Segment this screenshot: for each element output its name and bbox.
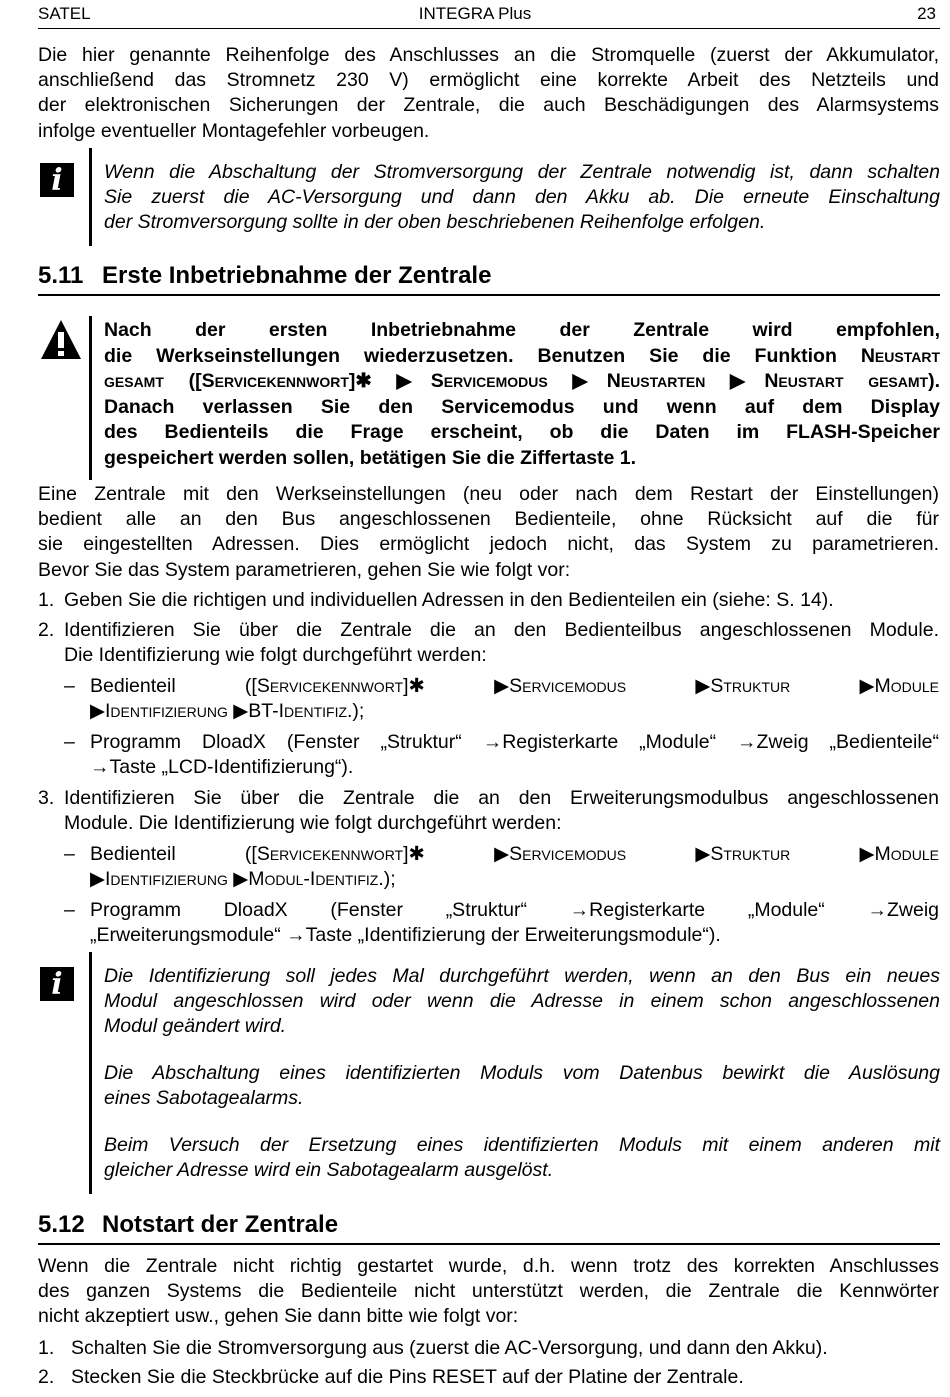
text-line: Bevor Sie das System parametrieren, gehen Sie wie folgt vor:: [38, 558, 571, 581]
section-number: 5.11: [38, 262, 84, 289]
text-line: des Bedienteils die Frage erscheint, ob die Daten im FLASH-Speicher: [104, 421, 940, 443]
header-product: INTEGRA Plus: [418, 4, 532, 23]
text-line: Geben Sie die richtigen und individuellen Adressen in den Bedienteilen ein (siehe: S. 14).: [64, 589, 834, 611]
text-line: des ganzen Systems die Bedienteile nicht unterstützt werden, die Zentrale die Kennwörter: [38, 1280, 939, 1303]
list-item: [64, 618, 939, 668]
list-number: 1.: [38, 1337, 55, 1359]
list-number: 2.: [38, 619, 55, 641]
text-line: Wenn die Zentrale nicht richtig gestartet wurde, d.h. wenn trotz des korrekten Anschlusses: [38, 1255, 939, 1277]
text-line: infolge eventueller Montagefehler vorbeugen.: [38, 119, 430, 142]
list-item: [64, 588, 939, 613]
text-line: Module. Die Identifizierung wie folgt durchgeführt werden:: [64, 812, 562, 835]
paragraph-3: [38, 1254, 939, 1330]
dash-bullet: –: [64, 675, 75, 697]
text-line: gesamt ([Servicekennwort]✱ ▶Servicemodus ▶Neustarten ▶Neustart gesamt).: [104, 370, 941, 392]
text-line: Danach verlassen Sie den Servicemodus und wenn auf dem Display: [104, 395, 940, 418]
text-line: nicht akzeptiert usw., gehen Sie dann bitte wie folgt vor:: [38, 1305, 519, 1328]
list-item: [64, 786, 939, 836]
warning-icon: [40, 318, 82, 360]
text-line: Modul geändert wird.: [104, 1015, 287, 1038]
note-2-p3: [104, 1133, 940, 1183]
text-line: anschließend das Stromnetz 230 V) ermöglicht eine korrekte Arbeit des Netzteils und: [38, 69, 939, 92]
section-number: 5.12: [38, 1211, 85, 1238]
text-line: Modul angeschlossen wird oder wenn die Adresse in einem schon angeschlossenen: [104, 990, 940, 1013]
text-line: Die hier genannte Reihenfolge des Anschlusses an die Stromquelle (zuerst der Akkumulator,: [38, 44, 939, 66]
header-brand: SATEL: [38, 4, 91, 23]
section-rule: [38, 294, 940, 296]
text-line: der Stromversorgung sollte in der oben beschriebenen Reihenfolge erfolgen.: [104, 211, 766, 234]
note-2: [104, 964, 940, 1040]
text-line: ▶Identifizierung ▶Modul-Identifiz.);: [90, 868, 396, 891]
section-rule: [38, 1243, 940, 1245]
sub-item: [90, 898, 939, 948]
warning-text: [104, 318, 940, 471]
text-line: Sie zuerst die AC-Versorgung und dann den Akku ab. Die erneute Einschaltung: [104, 186, 940, 209]
text-line: Bedienteil ([Servicekennwort]✱ ▶Servicemodus ▶Struktur ▶Module: [90, 675, 939, 697]
text-line: bedient alle an den Bus angeschlossenen Bedienteile, ohne Rücksicht auf die für: [38, 508, 939, 531]
note-1: [104, 160, 940, 236]
text-line: Die Abschaltung eines identifizierten Moduls vom Datenbus bewirkt die Auslösung: [104, 1062, 940, 1084]
text-line: Bedienteil ([Servicekennwort]✱ ▶Servicemodus ▶Struktur ▶Module: [90, 843, 939, 865]
list-number: 2.: [38, 1366, 55, 1388]
page-number: 23: [917, 4, 936, 23]
text-line: ▶Identifizierung ▶BT-Identifiz.);: [90, 700, 365, 723]
list-item: Stecken Sie die Steckbrücke auf die Pins RESET auf der Platine der Zentrale.: [71, 1366, 744, 1388]
warning-bar: [89, 316, 92, 480]
text-line: Eine Zentrale mit den Werkseinstellungen (neu oder nach dem Restart der Einstellungen): [38, 483, 939, 505]
text-line: →Taste „LCD-Identifizierung“).: [90, 756, 354, 779]
section-heading-5-12: [38, 1211, 338, 1239]
text-line: Wenn die Abschaltung der Stromversorgung der Zentrale notwendig ist, dann schalten: [104, 161, 940, 183]
text-line: die Werkseinstellungen wiederzusetzen. Benutzen Sie die Funktion Neustart: [104, 344, 940, 367]
text-line: „Erweiterungsmodule“ →Taste „Identifizierung der Erweiterungsmodule“).: [90, 924, 721, 947]
dash-bullet: –: [64, 731, 75, 753]
info-icon: i: [40, 967, 74, 1001]
text-line: Identifizieren Sie über die Zentrale die an den Erweiterungsmodulbus angeschlossenen: [64, 787, 939, 809]
section-title: Erste Inbetriebnahme der Zentrale: [102, 262, 492, 289]
sub-item: [90, 842, 939, 892]
intro-paragraph: [38, 43, 939, 144]
list-number: 1.: [38, 589, 55, 611]
section-heading-5-11: [38, 262, 491, 290]
text-line: Nach der ersten Inbetriebnahme der Zentrale wird empfohlen,: [104, 319, 940, 341]
dash-bullet: –: [64, 843, 75, 865]
text-line: eines Sabotagealarms.: [104, 1087, 304, 1110]
info-icon: i: [40, 163, 74, 197]
note-bar: [89, 148, 92, 246]
text-line: Programm DloadX (Fenster „Struktur“ →Registerkarte „Module“ →Zweig: [90, 899, 939, 921]
list-number: 3.: [38, 787, 55, 809]
list-item: Schalten Sie die Stromversorgung aus (zuerst die AC-Versorgung, und dann den Akku).: [71, 1337, 828, 1359]
text-line: gleicher Adresse wird ein Sabotagealarm ausgelöst.: [104, 1159, 554, 1182]
sub-item: [90, 674, 939, 724]
header-rule: [38, 28, 940, 29]
text-line: sie eingestellten Adressen. Dies ermöglicht jedoch nicht, das System zu parametrieren.: [38, 533, 939, 556]
section-title: Notstart der Zentrale: [102, 1211, 339, 1238]
text-line: Identifizieren Sie über die Zentrale die an den Bedienteilbus angeschlossenen Module.: [64, 619, 939, 641]
text-line: der elektronischen Sicherungen der Zentrale, die auch Beschädigungen des Alarmsystems: [38, 94, 939, 117]
paragraph-2: [38, 482, 939, 583]
text-line: Beim Versuch der Ersetzung eines identifizierten Moduls mit einem anderen mit: [104, 1134, 940, 1156]
text-line: Die Identifizierung wie folgt durchgeführt werden:: [64, 644, 487, 667]
note-2-p2: [104, 1061, 940, 1111]
note-bar: [89, 952, 92, 1194]
text-line: Die Identifizierung soll jedes Mal durchgeführt werden, wenn an den Bus ein neues: [104, 965, 940, 987]
sub-item: [90, 730, 939, 780]
text-line: gespeichert werden sollen, betätigen Sie die Ziffertaste 1.: [104, 446, 637, 469]
text-line: Programm DloadX (Fenster „Struktur“ →Registerkarte „Module“ →Zweig „Bedienteile“: [90, 731, 939, 753]
dash-bullet: –: [64, 899, 75, 921]
